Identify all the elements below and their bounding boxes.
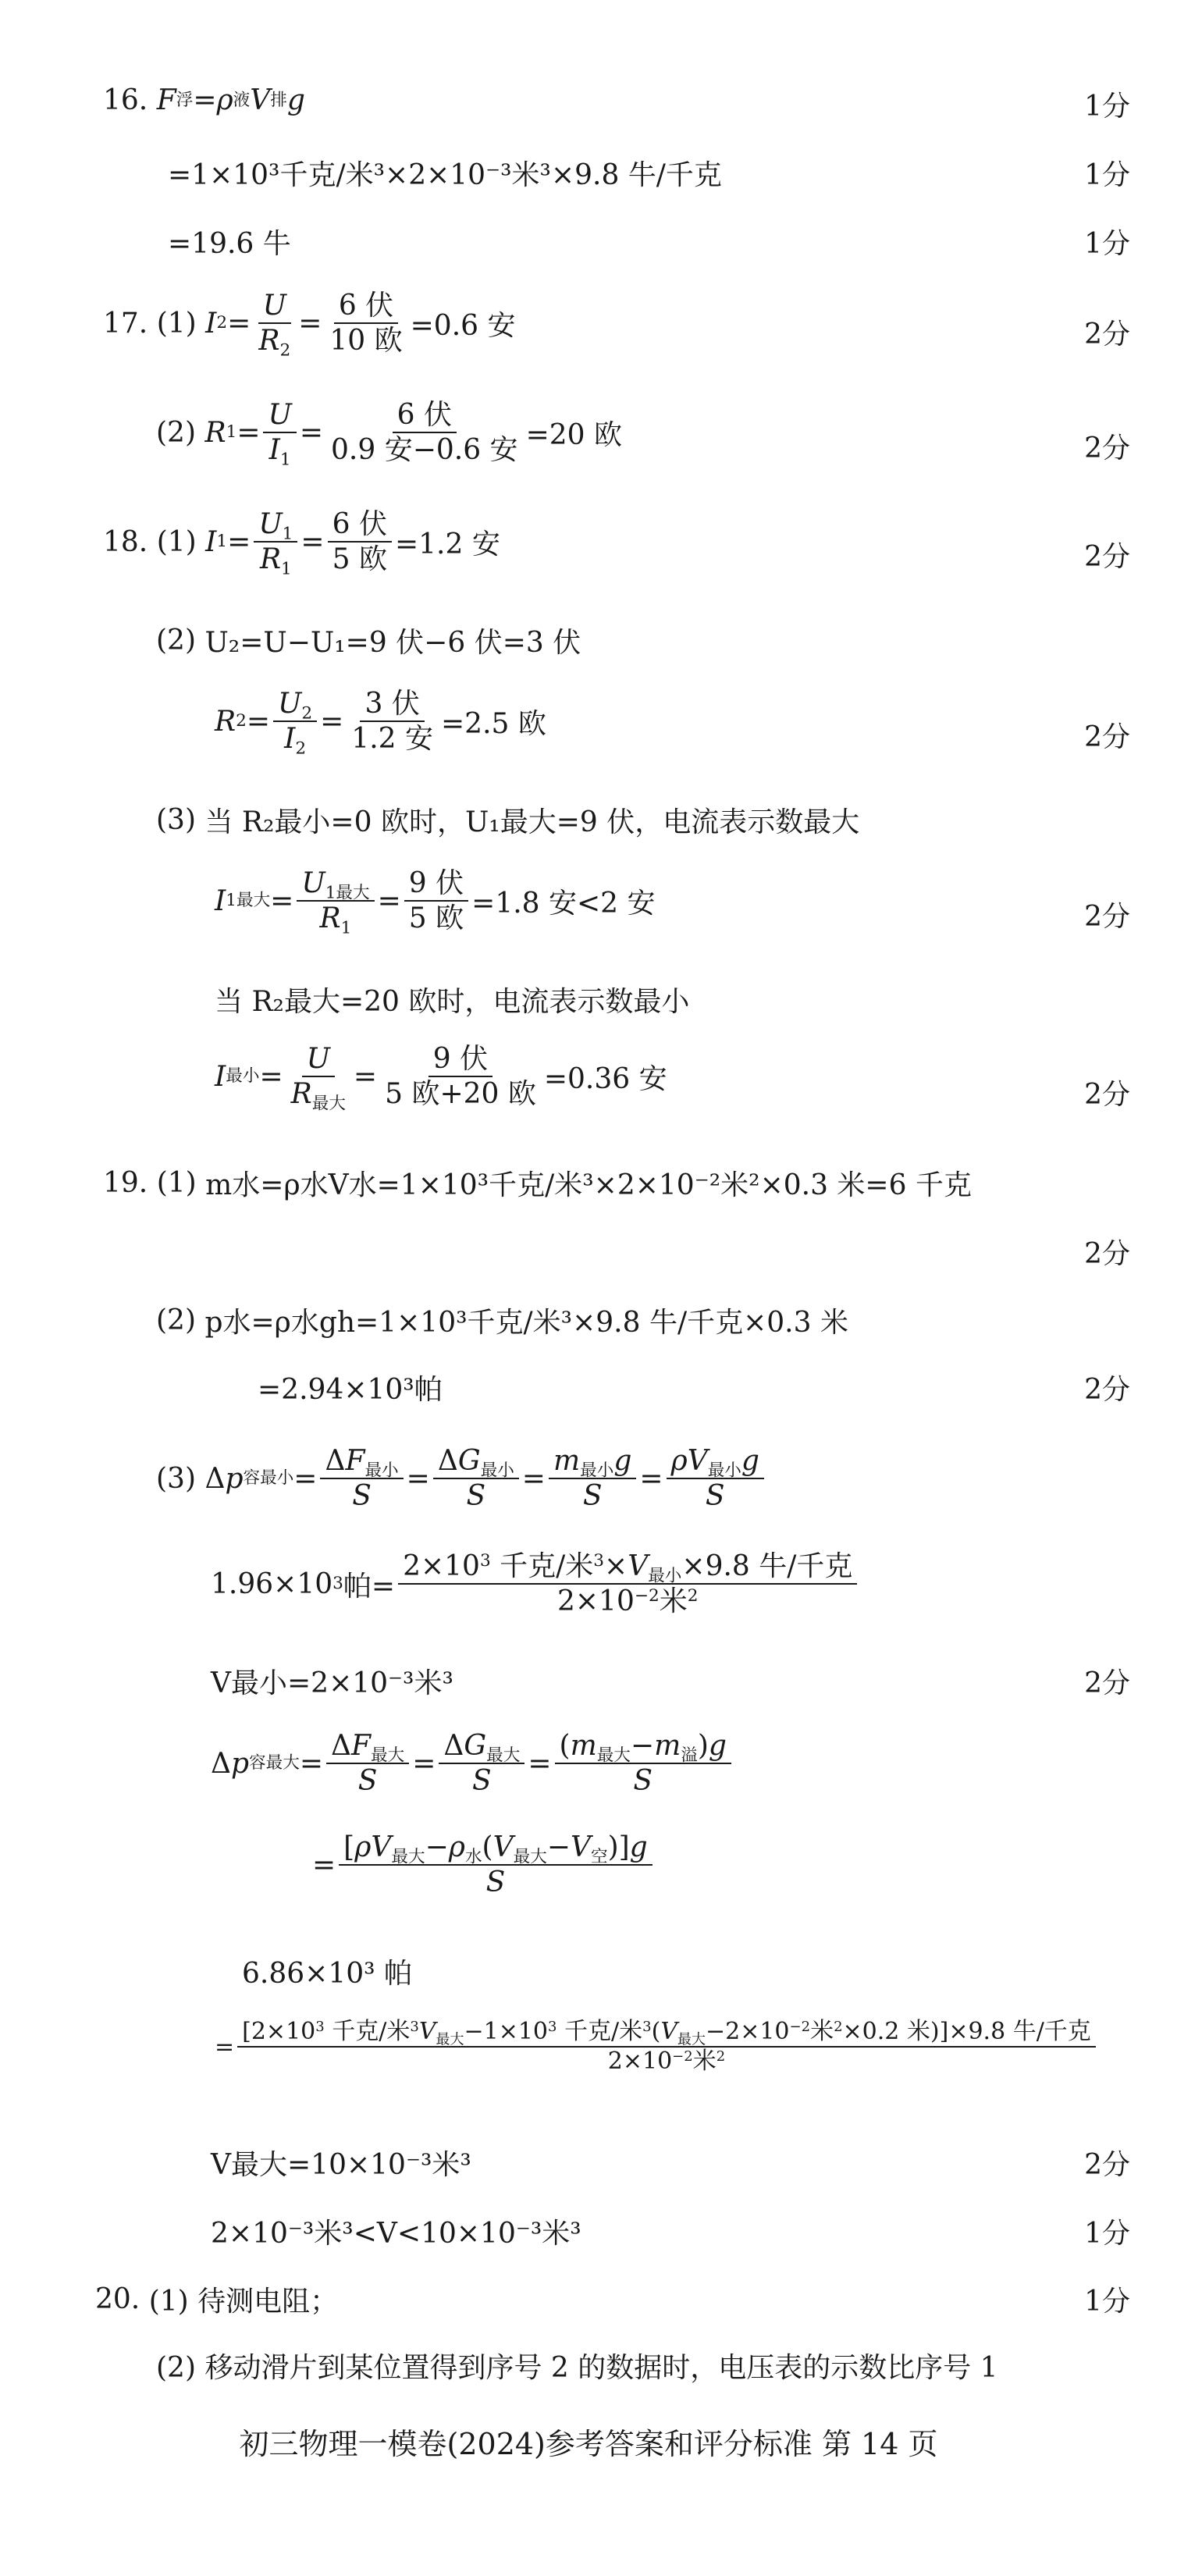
q18-part3-line1: I 1最大 = $\frac{U_{1最大}}{R_1}$ = $\frac{\text{9 伏}}{\text{5 欧}}$ =1.8 安<2 安 <box>215 867 656 938</box>
fraction: $\frac{U}{R_{最大}}$ <box>290 1043 346 1114</box>
q19-part3-range: 2×10⁻³米³<V<10×10⁻³米³ <box>211 2218 581 2250</box>
fraction: $\frac{\Delta G_{最大}}{S}$ <box>439 1729 524 1798</box>
fraction: $\frac{[\rho V_{最大}-\rho_水(V_{最大}-V_空)]g}{S}$ <box>339 1831 653 1899</box>
q18-part2-line2: R 2 = $\frac{U_2}{I_2}$ = $\frac{\text{3 伏}}{\text{1.2 安}}$ =2.5 欧 <box>215 688 546 759</box>
fraction: $\frac{\Delta F_{最大}}{S}$ <box>326 1729 409 1798</box>
q16-line1: 16. F 浮 = ρ 液 V 排 g <box>103 84 305 116</box>
q18-score-2: 2分 <box>1084 721 1130 753</box>
fraction: $\frac{U_{1最大}}{R_1}$ <box>297 866 374 935</box>
q18-score-3: 2分 <box>1084 901 1130 933</box>
fraction: $\frac{\text{6 伏}}{\text{5 欧}}$ <box>328 507 392 576</box>
fraction: $\frac{[2\times 10^3 千克/米^3V_{最大}-1\times 10^3 千克/米^3(V_{最大}-2\times 10^{-2}米^2\times 0.2 米)]\times 9.8 牛/千克}{2\times 10^{-2}米^2}$ <box>237 2018 1096 2076</box>
q19-part3-line3: Δ p 容最大 = $\frac{\Delta F_{最大}}{S}$ = $\frac{\Delta G_{最大}}{S}$ = $\frac{(m_{最大}-m_溢)g}{S}$ <box>211 1729 734 1798</box>
fraction: $\frac{\text{6 伏}}{\text{10 欧}}$ <box>329 290 403 358</box>
q16-score-1: 1分 <box>1084 91 1130 123</box>
fraction: $\frac{U}{R_2}$ <box>258 290 291 361</box>
q19-part3-vmin: V最小=2×10⁻³米³ <box>211 1667 453 1699</box>
q17-part2: (2) R 1 = $\frac{U}{I_1}$ = $\frac{\text{6 伏}}{\text{0.9 安−0.6 安}}$ =20 欧 <box>156 399 622 470</box>
q17-score-2: 2分 <box>1084 432 1130 464</box>
fraction: $\frac{m_{最小}g}{S}$ <box>549 1444 636 1513</box>
q18-score-4: 2分 <box>1084 1079 1130 1111</box>
fraction: $\frac{\text{6 伏}}{\text{0.9 安−0.6 安}}$ <box>331 399 518 467</box>
q19-part2-line2: =2.94×10³帕 <box>258 1374 443 1406</box>
q16-line2: =1×10³千克/米³×2×10⁻³米³×9.8 牛/千克 <box>168 159 722 191</box>
q18-part2-line1: (2) U₂=U−U₁=9 伏−6 伏=3 伏 <box>156 624 581 659</box>
fraction: $\frac{U_1}{R_1}$ <box>254 507 297 576</box>
fraction: $\frac{2\times 10^3 千克/米^3\times V_{最小}\times 9.8 牛/千克}{2\times 10^{-2}米^2}$ <box>398 1550 857 1618</box>
q19-score-3: 2分 <box>1084 1667 1130 1699</box>
fraction: $\frac{\Delta F_{最小}}{S}$ <box>320 1444 403 1513</box>
q18-score-1: 2分 <box>1084 541 1130 573</box>
page-footer: 初三物理一模卷(2024)参考答案和评分标准 第 14 页 <box>239 2427 938 2461</box>
q20-score-1: 1分 <box>1084 2286 1130 2318</box>
fraction: $\frac{(m_{最大}-m_溢)g}{S}$ <box>555 1729 731 1798</box>
fraction: $\frac{\text{9 伏}}{\text{5 欧+20 欧}}$ <box>385 1043 536 1111</box>
q18-part1: 18. (1) I 1 = $\frac{U_1}{R_1}$ = $\frac{\text{6 伏}}{\text{5 欧}}$ =1.2 安 <box>103 508 500 579</box>
fraction: $\frac{\rho V_{最小}g}{S}$ <box>667 1444 764 1513</box>
q18-part3-cond1: (3) 当 R₂最小=0 欧时，U₁最大=9 伏，电流表示数最大 <box>156 804 860 838</box>
fraction: $\frac{U}{I_1}$ <box>263 398 296 467</box>
q19-part2-line1: (2) p水=ρ水gh=1×10³千克/米³×9.8 牛/千克×0.3 米 <box>156 1304 848 1339</box>
q19-part3-line1: (3) Δ p 容最小 = $\frac{\Delta F_{最小}}{S}$ = $\frac{\Delta G_{最小}}{S}$ = $\frac{m_{最小}g}{S}$ = $\frac{\rho V_{最小}g}{S}$ <box>156 1444 767 1513</box>
q20-part1: 20. (1) 待测电阻； <box>95 2283 339 2318</box>
q19-score-4: 2分 <box>1084 2149 1130 2181</box>
q17-score-1: 2分 <box>1084 318 1130 350</box>
q20-part2: (2) 移动滑片到某位置得到序号 2 的数据时，电压表的示数比序号 1 <box>156 2352 998 2384</box>
q18-part3-line2: I 最小 = $\frac{U}{R_{最大}}$ = $\frac{\text{9 伏}}{\text{5 欧+20 欧}}$ =0.36 安 <box>215 1043 667 1114</box>
q16-score-2: 1分 <box>1084 159 1130 191</box>
q16-score-3: 1分 <box>1084 228 1130 260</box>
q19-score-1: 2分 <box>1084 1238 1130 1270</box>
q19-score-2: 2分 <box>1084 1374 1130 1406</box>
q16-line3: =19.6 牛 <box>168 228 291 260</box>
q18-part3-cond2: 当 R₂最大=20 欧时，电流表示数最小 <box>215 986 690 1018</box>
q19-part3-686: 6.86×10³ 帕 <box>242 1958 413 1990</box>
q19-part3-line2: 1.96×10 3 帕= $\frac{2\times 10^3 千克/米^3\times V_{最小}\times 9.8 牛/千克}{2\times 10^{-2}米^2}$ <box>211 1550 860 1618</box>
fraction: $\frac{U_2}{I_2}$ <box>273 687 317 756</box>
q19-part3-line4: = $\frac{[\rho V_{最大}-\rho_水(V_{最大}-V_空)]g}{S}$ <box>312 1831 656 1899</box>
fraction: $\frac{\text{3 伏}}{\text{1.2 安}}$ <box>351 688 433 756</box>
fraction: $\frac{\text{9 伏}}{\text{5 欧}}$ <box>404 866 468 935</box>
q19-score-5: 1分 <box>1084 2218 1130 2250</box>
q19-part1: 19. (1) m水=ρ水V水=1×10³千克/米³×2×10⁻²米²×0.3 米=6 千克 <box>103 1167 972 1201</box>
fraction: $\frac{\Delta G_{最小}}{S}$ <box>433 1444 519 1513</box>
q19-part3-vmax: V最大=10×10⁻³米³ <box>211 2149 471 2181</box>
q17-part1: 17. (1) I 2 = $\frac{U}{R_2}$ = $\frac{\text{6 伏}}{\text{10 欧}}$ =0.6 安 <box>103 290 516 361</box>
q19-part3-line5: = $\frac{[2\times 10^3 千克/米^3V_{最大}-1\times 10^3 千克/米^3(V_{最大}-2\times 10^{-2}米^2\times 0.2 米)]\times 9.8 牛/千克}{2\times 10^{-2}米^2}$ <box>215 2018 1099 2076</box>
